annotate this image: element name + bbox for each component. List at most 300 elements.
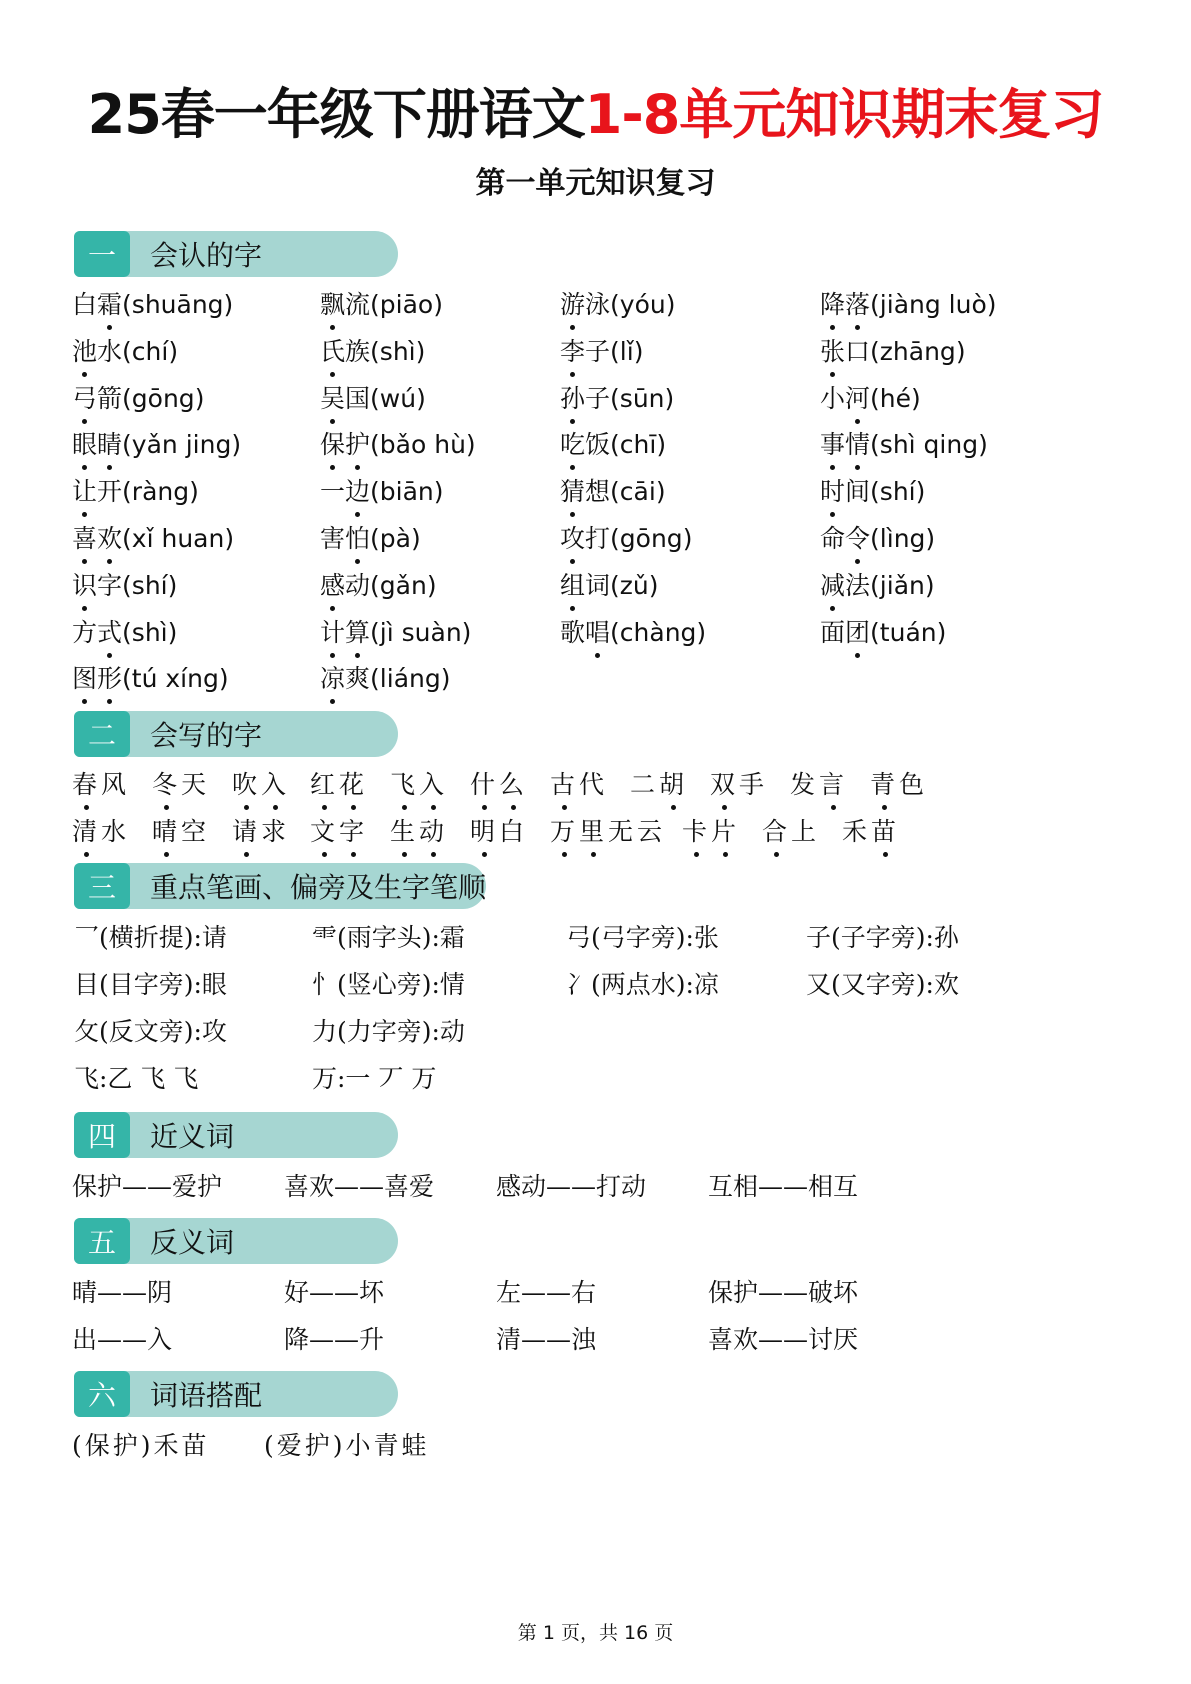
- paren-open: (: [870, 430, 880, 460]
- paren-open: (: [870, 617, 880, 647]
- stroke-item: 乛(横折提):请: [74, 923, 227, 952]
- write-word: [682, 812, 740, 848]
- hanzi-char: 口: [845, 336, 871, 366]
- paren-open: (: [870, 290, 880, 319]
- recognize-word: [820, 425, 988, 461]
- recognize-word: [560, 285, 676, 321]
- hanzi-char: 令: [845, 519, 870, 555]
- paren-close: ): [218, 664, 229, 694]
- paren-open: (: [370, 383, 380, 413]
- collocation-item: (爱护)小青蛙: [264, 1431, 430, 1460]
- hanzi-char: 吹: [232, 765, 261, 801]
- write-word: [72, 812, 130, 848]
- paren-close: ): [936, 617, 947, 647]
- pinyin: biān: [379, 477, 434, 507]
- recognize-word: [560, 425, 666, 461]
- write-word: [470, 765, 528, 801]
- pinyin: tú xíng: [131, 664, 219, 694]
- hanzi-char: 白: [499, 817, 529, 846]
- hanzi-char: 色: [899, 770, 929, 799]
- collocation-item: (保护)禾苗: [72, 1431, 210, 1460]
- recognize-word: [320, 379, 426, 415]
- title-black-part: 25春一年级下册语文: [87, 83, 585, 146]
- antonym-pair: 晴——阴: [72, 1278, 173, 1307]
- hanzi-char: 池: [72, 332, 97, 368]
- hanzi-char: 降: [820, 285, 845, 321]
- hanzi-char: 欢: [97, 519, 122, 555]
- hanzi-char: 入: [261, 765, 290, 801]
- recognize-word: [820, 379, 921, 415]
- hanzi-char: 族: [345, 336, 371, 366]
- hanzi-char: 空: [181, 817, 211, 846]
- recognize-word: [560, 472, 666, 508]
- page-number: 第 1 页，共 16 页: [517, 1622, 674, 1644]
- section-title: 词语搭配: [150, 1379, 263, 1412]
- paren-close: ): [648, 570, 659, 600]
- pinyin: xǐ huan: [131, 524, 225, 553]
- pinyin: pà: [379, 524, 411, 553]
- stroke-item: 又(又字旁):欢: [806, 970, 959, 999]
- antonym-pair: 出——入: [72, 1325, 173, 1354]
- hanzi-char: 求: [261, 817, 291, 846]
- section-title: 重点笔画、偏旁及生字笔顺: [150, 871, 487, 904]
- hanzi-char: 箭: [97, 383, 123, 413]
- write-word: [870, 765, 928, 801]
- pinyin: jiǎn: [879, 570, 925, 600]
- hanzi-char: 花: [339, 765, 368, 801]
- recognize-word: [72, 519, 234, 555]
- hanzi-char: 子: [585, 336, 611, 366]
- recognize-word: [820, 332, 966, 368]
- hanzi-char: 清: [72, 812, 101, 848]
- hanzi-char: 万: [550, 812, 579, 848]
- hanzi-char: 无: [608, 817, 638, 846]
- paren-open: (: [610, 430, 620, 460]
- paren-close: ): [433, 477, 444, 507]
- hanzi-char: 卡: [682, 812, 711, 848]
- hanzi-char: 吴: [320, 379, 345, 415]
- write-word: [232, 812, 290, 848]
- paren-open: (: [610, 383, 620, 413]
- hanzi-char: 命: [820, 524, 846, 553]
- pinyin: shí: [131, 570, 168, 600]
- hanzi-char: 边: [345, 472, 370, 508]
- recognize-word: [560, 613, 706, 649]
- hanzi-char: 情: [845, 425, 870, 461]
- paren-open: (: [122, 383, 132, 413]
- pinyin: liáng: [379, 664, 441, 694]
- hanzi-char: 古: [550, 765, 579, 801]
- section-header-strokes: [74, 863, 486, 909]
- write-word: [710, 765, 768, 801]
- section-header-recognize: [74, 231, 398, 277]
- stroke-item: 弓(弓字旁):张: [566, 923, 719, 952]
- antonym-pair: 降——升: [284, 1325, 385, 1354]
- hanzi-char: 天: [181, 770, 211, 799]
- paren-close: ): [978, 430, 988, 460]
- section-number-badge: 一: [74, 231, 130, 277]
- hanzi-char: 青: [870, 765, 899, 801]
- pinyin: zǔ: [619, 570, 649, 600]
- hanzi-char: 识: [72, 566, 97, 602]
- paren-open: (: [122, 524, 132, 553]
- pinyin: zhāng: [879, 336, 956, 366]
- hanzi-char: 胡: [659, 765, 688, 801]
- recognize-word: [560, 379, 674, 415]
- recognize-word: [560, 332, 643, 368]
- recognize-word: [320, 659, 451, 695]
- paren-close: ): [925, 524, 936, 553]
- hanzi-char: 攻: [560, 519, 585, 555]
- write-word: [842, 812, 900, 848]
- paren-open: (: [610, 477, 620, 507]
- paren-close: ): [194, 383, 205, 413]
- hanzi-char: 动: [419, 812, 448, 848]
- section-number-badge: 五: [74, 1218, 130, 1264]
- paren-close: ): [433, 290, 443, 319]
- stroke-order-item: 飞:乙 飞 飞: [74, 1064, 199, 1093]
- recognize-word: [320, 613, 471, 649]
- hanzi-char: 冬: [152, 765, 181, 801]
- antonym-pair: 左——右: [496, 1278, 597, 1307]
- write-word: [310, 812, 368, 848]
- section-title: 会写的字: [150, 719, 263, 752]
- paren-close: ): [426, 570, 437, 600]
- pinyin: jiàng luò: [879, 290, 987, 319]
- write-word: [550, 765, 608, 801]
- paren-close: ): [416, 383, 426, 413]
- recognize-word: [560, 519, 692, 555]
- antonym-pair: 喜欢——讨厌: [708, 1325, 859, 1354]
- hanzi-char: 面: [820, 617, 846, 647]
- pinyin: bǎo hù: [379, 430, 466, 460]
- write-word: [390, 765, 448, 801]
- hanzi-char: 发: [790, 770, 820, 799]
- pinyin: shì: [131, 617, 168, 647]
- document-title: [0, 72, 1191, 149]
- recognize-word: [820, 285, 997, 321]
- pinyin: shì: [379, 336, 416, 366]
- hanzi-char: 泳: [585, 290, 611, 319]
- write-word: [470, 812, 528, 848]
- stroke-item: 冫(两点水):凉: [566, 970, 719, 999]
- hanzi-char: 团: [845, 613, 870, 649]
- recognize-word: [72, 332, 178, 368]
- hanzi-char: 小: [820, 383, 846, 413]
- write-word: [152, 812, 210, 848]
- hanzi-char: 组: [560, 566, 585, 602]
- pinyin: yǎn jing: [131, 430, 232, 460]
- write-word: [152, 765, 210, 801]
- write-word: [72, 765, 130, 801]
- section-title: 近义词: [150, 1120, 235, 1153]
- stroke-item: 力(力字旁):动: [312, 1017, 465, 1046]
- paren-open: (: [370, 570, 380, 600]
- write-word: [232, 765, 290, 801]
- stroke-order-item: 万:一 丆 万: [312, 1064, 437, 1093]
- hanzi-char: 风: [101, 770, 131, 799]
- pinyin: gōng: [131, 383, 195, 413]
- paren-close: ): [411, 524, 421, 553]
- write-word: [310, 765, 368, 801]
- hanzi-char: 保: [320, 425, 345, 461]
- pinyin: gōng: [619, 524, 683, 553]
- paren-open: (: [122, 570, 132, 600]
- paren-open: (: [122, 664, 132, 694]
- section-number-badge: 二: [74, 711, 130, 757]
- antonym-pair: 清——浊: [496, 1325, 597, 1354]
- hanzi-char: 言: [819, 765, 848, 801]
- hanzi-char: 生: [390, 812, 419, 848]
- hanzi-char: 形: [97, 659, 122, 695]
- hanzi-char: 里: [579, 812, 608, 848]
- pinyin: cāi: [619, 477, 656, 507]
- hanzi-char: 明: [470, 812, 499, 848]
- write-word: [630, 765, 688, 801]
- pinyin: hé: [879, 383, 912, 413]
- section-header-write: [74, 711, 398, 757]
- section-number-badge: 三: [74, 863, 130, 909]
- hanzi-char: 爽: [345, 664, 371, 694]
- hanzi-char: 二: [630, 770, 660, 799]
- antonym-pair: 保护——破坏: [708, 1278, 859, 1307]
- hanzi-char: 怕: [345, 519, 370, 555]
- hanzi-char: 睛: [97, 425, 122, 461]
- paren-close: ): [465, 430, 476, 460]
- hanzi-char: 春: [72, 765, 101, 801]
- paren-open: (: [610, 524, 620, 553]
- synonym-pair: 保护——爱护: [72, 1172, 223, 1201]
- hanzi-char: 凉: [320, 659, 345, 695]
- paren-open: (: [370, 664, 380, 694]
- hanzi-char: 让: [72, 472, 97, 508]
- hanzi-char: 文: [310, 812, 339, 848]
- stroke-item: 攵(反文旁):攻: [74, 1017, 227, 1046]
- paren-close: ): [656, 430, 667, 460]
- pinyin: shí: [879, 477, 916, 507]
- hanzi-char: 什: [470, 765, 499, 801]
- hanzi-char: 算: [345, 613, 370, 649]
- hanzi-char: 方: [72, 617, 98, 647]
- hanzi-char: 猜: [560, 472, 585, 508]
- hanzi-char: 禾: [842, 817, 872, 846]
- paren-open: (: [610, 570, 620, 600]
- paren-close: ): [665, 290, 676, 319]
- hanzi-char: 时: [820, 472, 845, 508]
- paren-close: ): [224, 524, 235, 553]
- stroke-item: ⻗(雨字头):霜: [312, 923, 465, 952]
- hanzi-char: 李: [560, 332, 585, 368]
- synonym-pair: 感动——打动: [496, 1172, 647, 1201]
- recognize-word: [72, 566, 177, 602]
- pinyin: wú: [379, 383, 417, 413]
- synonym-pair: 互相——相互: [708, 1172, 859, 1201]
- hanzi-char: 氏: [320, 332, 345, 368]
- paren-open: (: [122, 477, 132, 507]
- recognize-word: [72, 613, 177, 649]
- recognize-word: [320, 472, 444, 508]
- paren-open: (: [370, 617, 380, 647]
- hanzi-char: 代: [579, 770, 609, 799]
- hanzi-char: 水: [97, 336, 123, 366]
- hanzi-char: 喜: [72, 519, 97, 555]
- section-title: 会认的字: [150, 239, 263, 272]
- section-number-badge: 四: [74, 1112, 130, 1158]
- hanzi-char: 弓: [72, 379, 97, 415]
- hanzi-char: 歌: [560, 617, 586, 647]
- paren-open: (: [870, 477, 880, 507]
- hanzi-char: 手: [739, 770, 769, 799]
- hanzi-char: 请: [232, 812, 261, 848]
- hanzi-char: 饭: [585, 430, 611, 460]
- paren-close: ): [168, 336, 179, 366]
- hanzi-char: 张: [820, 332, 845, 368]
- recognize-word: [820, 613, 946, 649]
- pinyin: lìng: [879, 524, 926, 553]
- hanzi-char: 计: [320, 613, 345, 649]
- hanzi-char: 入: [419, 765, 448, 801]
- recognize-word: [320, 519, 421, 555]
- hanzi-char: 河: [845, 379, 870, 415]
- hanzi-char: 合: [762, 812, 791, 848]
- pinyin: yóu: [619, 290, 666, 319]
- recognize-word: [820, 472, 925, 508]
- hanzi-char: 么: [499, 765, 528, 801]
- stroke-item: 子(子字旁):孙: [806, 923, 959, 952]
- recognize-word: [820, 519, 935, 555]
- recognize-word: [72, 425, 241, 461]
- hanzi-char: 字: [97, 570, 123, 600]
- hanzi-char: 子: [585, 383, 611, 413]
- hanzi-char: 飞: [390, 765, 419, 801]
- recognize-word: [320, 566, 437, 602]
- pinyin: jì suàn: [379, 617, 462, 647]
- section-number-badge: 六: [74, 1371, 130, 1417]
- section-header-synonyms: [74, 1112, 398, 1158]
- hanzi-char: 法: [845, 570, 871, 600]
- write-word: [390, 812, 448, 848]
- pinyin: lǐ: [619, 336, 634, 366]
- hanzi-char: 云: [637, 817, 667, 846]
- hanzi-char: 眼: [72, 425, 97, 461]
- pinyin: chàng: [619, 617, 697, 647]
- section-header-collocations: [74, 1371, 398, 1417]
- pinyin: sūn: [619, 383, 665, 413]
- hanzi-char: 一: [320, 477, 346, 507]
- paren-close: ): [986, 290, 997, 319]
- paren-open: (: [122, 336, 132, 366]
- hanzi-char: 苗: [871, 812, 900, 848]
- hanzi-char: 式: [97, 613, 122, 649]
- hanzi-char: 吃: [560, 425, 585, 461]
- synonym-pair: 喜欢——喜爱: [284, 1172, 435, 1201]
- paren-open: (: [122, 430, 132, 460]
- paren-close: ): [231, 430, 242, 460]
- pinyin: chī: [619, 430, 657, 460]
- pinyin: piāo: [379, 290, 434, 319]
- write-word: [790, 765, 848, 801]
- paren-close: ): [915, 477, 926, 507]
- hanzi-char: 流: [345, 290, 371, 319]
- paren-open: (: [370, 430, 380, 460]
- paren-open: (: [870, 336, 880, 366]
- hanzi-char: 国: [345, 383, 371, 413]
- hanzi-char: 唱: [585, 613, 610, 649]
- paren-close: ): [167, 570, 178, 600]
- paren-close: ): [415, 336, 426, 366]
- paren-open: (: [122, 617, 132, 647]
- hanzi-char: 红: [310, 765, 339, 801]
- hanzi-char: 上: [791, 817, 821, 846]
- pinyin: gǎn: [379, 570, 427, 600]
- write-word: [550, 812, 666, 848]
- title-red-part: 1-8单元知识期末复习: [584, 83, 1104, 146]
- paren-close: ): [696, 617, 707, 647]
- hanzi-char: 想: [585, 477, 611, 507]
- pinyin: shuāng: [131, 290, 224, 319]
- recognize-word: [72, 659, 229, 695]
- hanzi-char: 动: [345, 570, 371, 600]
- hanzi-char: 游: [560, 285, 585, 321]
- paren-close: ): [911, 383, 921, 413]
- paren-open: (: [870, 570, 880, 600]
- paren-close: ): [440, 664, 451, 694]
- stroke-item: 目(目字旁):眼: [74, 970, 227, 999]
- section-title: 反义词: [150, 1226, 235, 1259]
- hanzi-char: 间: [845, 477, 871, 507]
- hanzi-char: 害: [320, 524, 346, 553]
- hanzi-char: 片: [711, 812, 740, 848]
- stroke-item: 忄(竖心旁):情: [312, 970, 465, 999]
- recognize-word: [72, 379, 204, 415]
- paren-open: (: [610, 336, 620, 366]
- pinyin: chí: [131, 336, 169, 366]
- hanzi-char: 霜: [97, 285, 122, 321]
- hanzi-char: 开: [97, 477, 123, 507]
- recognize-word: [72, 472, 199, 508]
- hanzi-char: 减: [820, 566, 845, 602]
- pinyin: shì qing: [879, 430, 979, 460]
- hanzi-char: 护: [345, 425, 370, 461]
- write-word: [762, 812, 820, 848]
- paren-open: (: [610, 617, 620, 647]
- paren-open: (: [370, 336, 380, 366]
- paren-open: (: [870, 524, 880, 553]
- recognize-word: [820, 566, 935, 602]
- paren-open: (: [610, 290, 620, 319]
- pinyin: ràng: [131, 477, 190, 507]
- paren-close: ): [189, 477, 199, 507]
- paren-close: ): [655, 477, 666, 507]
- hanzi-char: 飘: [320, 285, 345, 321]
- paren-close: ): [955, 336, 966, 366]
- paren-open: (: [122, 290, 132, 319]
- paren-close: ): [924, 570, 935, 600]
- recognize-word: [320, 285, 443, 321]
- recognize-word: [72, 285, 233, 321]
- paren-close: ): [223, 290, 234, 319]
- hanzi-char: 晴: [152, 812, 181, 848]
- paren-close: ): [167, 617, 178, 647]
- unit-subtitle: 第一单元知识复习: [475, 166, 716, 201]
- hanzi-char: 词: [585, 570, 611, 600]
- antonym-pair: 好——坏: [284, 1278, 385, 1307]
- paren-close: ): [461, 617, 472, 647]
- hanzi-char: 感: [320, 566, 345, 602]
- hanzi-char: 水: [101, 817, 131, 846]
- hanzi-char: 打: [585, 524, 611, 553]
- hanzi-char: 白: [72, 290, 98, 319]
